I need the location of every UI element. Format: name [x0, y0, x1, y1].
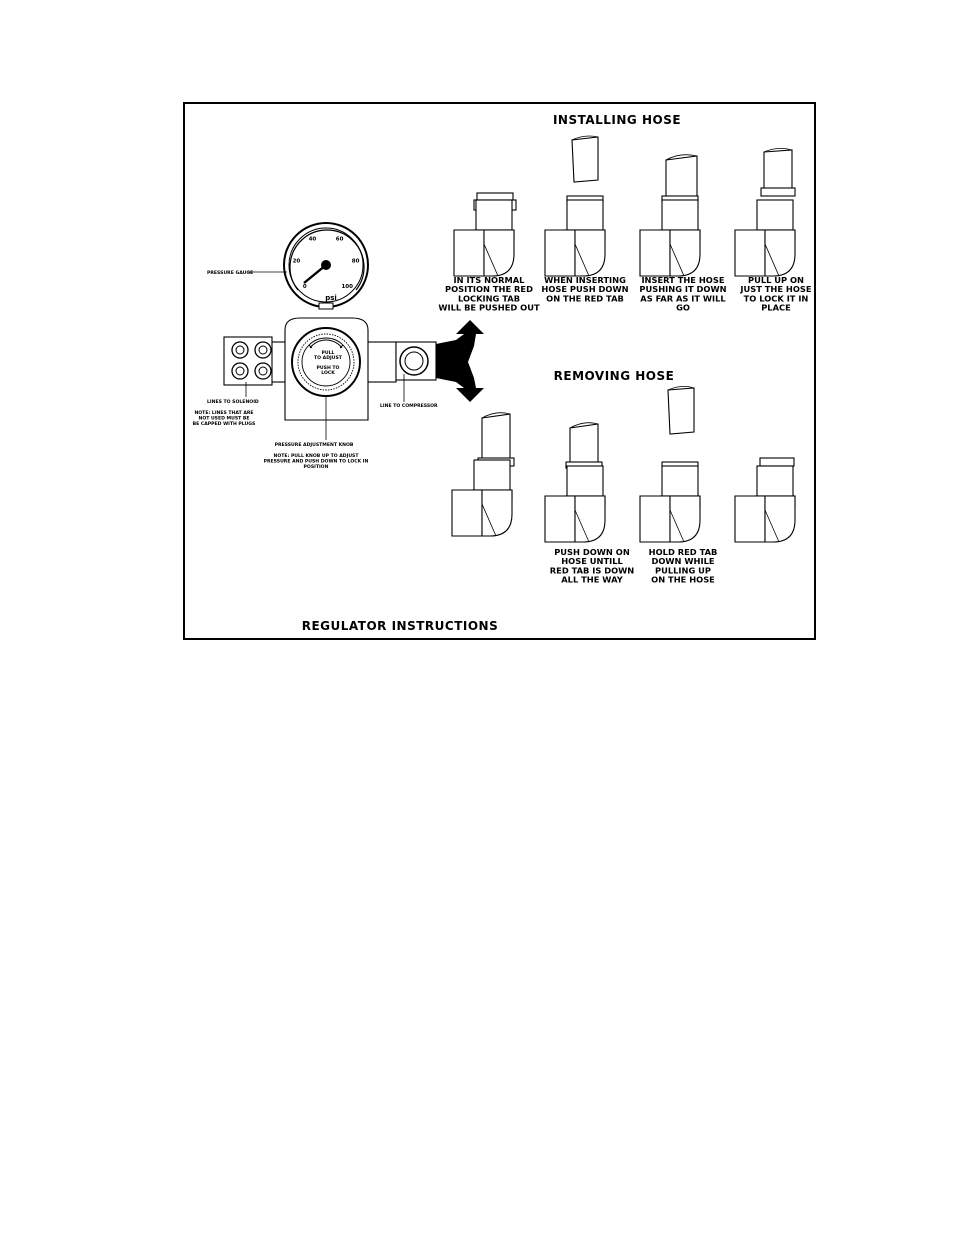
- remove-step-2-line: RED TAB IS DOWN: [549, 565, 635, 576]
- gauge-tick-label: 60: [335, 236, 344, 243]
- remove-fitting-4: [735, 458, 795, 542]
- install-step-3-line: PUSHING IT DOWN: [639, 284, 727, 295]
- compressor-port: [396, 342, 436, 380]
- knob-adjust-text: TO ADJUST: [314, 356, 342, 361]
- remove-step-2-line: HOSE UNTILL: [561, 556, 623, 567]
- gauge-tick-label: 100: [341, 284, 353, 291]
- gauge-tick-label: 40: [308, 236, 317, 243]
- knob-note-line: POSITION: [303, 465, 329, 470]
- lines-to-solenoid-label: LINES TO SOLENOID: [207, 400, 259, 405]
- install-step-4-line: PULL UP ON: [748, 275, 804, 285]
- lines-note-line: NOTE: LINES THAT ARE: [194, 411, 254, 416]
- install-step-4-line: JUST THE HOSE: [740, 284, 812, 295]
- gauge-tick-label: 20: [292, 258, 301, 265]
- gauge-tick-label: 0: [302, 284, 307, 291]
- installing-hose-heading: INSTALLING HOSE: [552, 113, 682, 127]
- install-step-captions: [438, 275, 812, 313]
- install-step-3-line: INSERT THE HOSE: [641, 275, 725, 285]
- knob-push-text: PUSH TO: [316, 366, 340, 371]
- install-step-1-line: IN ITS NORMAL: [453, 275, 525, 285]
- gauge-tick-label: 80: [351, 258, 360, 265]
- lines-note-line: BE CAPPED WITH PLUGS: [192, 422, 256, 427]
- install-fitting-2: [545, 136, 605, 276]
- regulator-instructions-title: REGULATOR INSTRUCTIONS: [301, 619, 499, 633]
- install-step-4-line: TO LOCK IT IN: [743, 293, 809, 304]
- install-step-2-line: ON THE RED TAB: [546, 293, 624, 304]
- install-step-4-line: PLACE: [761, 302, 791, 313]
- install-step-1-line: POSITION THE RED: [445, 284, 533, 295]
- remove-fitting-2: [545, 423, 605, 542]
- install-step-2-line: WHEN INSERTING: [544, 275, 626, 285]
- pressure-gauge-label: PRESSURE GAUGE: [207, 271, 254, 276]
- remove-step-2-line: ALL THE WAY: [561, 574, 623, 585]
- remove-fitting-3: [640, 386, 700, 542]
- install-step-3-line: GO: [676, 302, 690, 313]
- pressure-adjustment-knob-label: PRESSURE ADJUSTMENT KNOB: [274, 443, 354, 448]
- knob-note: [264, 453, 369, 470]
- remove-step-3-line: ON THE HOSE: [651, 574, 715, 585]
- install-fitting-4: [735, 148, 795, 276]
- remove-step-captions: [550, 547, 718, 585]
- install-fitting-3: [640, 155, 700, 276]
- lines-note-line: NOT USED MUST BE: [198, 416, 250, 422]
- knob-note-line: PRESSURE AND PUSH DOWN TO LOCK IN: [263, 459, 369, 465]
- remove-fitting-1: [452, 413, 514, 536]
- install-fitting-1: [454, 193, 516, 276]
- line-to-compressor-label: LINE TO COMPRESSOR: [380, 404, 438, 409]
- install-step-3-line: AS FAR AS IT WILL: [640, 293, 726, 304]
- solenoid-ports: [224, 337, 272, 385]
- hose-piece: [572, 137, 598, 182]
- knob-note-line: NOTE: PULL KNOB UP TO ADJUST: [273, 454, 359, 459]
- knob-pull-text: PULL: [321, 351, 335, 356]
- direction-arrow: [436, 320, 484, 402]
- knob-lock-text: LOCK: [321, 371, 335, 376]
- remove-step-3-line: DOWN WHILE: [651, 556, 715, 567]
- lines-note: [193, 410, 256, 427]
- gauge-unit: psi: [325, 294, 337, 302]
- install-step-1-line: LOCKING TAB: [457, 293, 521, 304]
- remove-step-3-line: PULLING UP: [655, 565, 711, 576]
- install-step-2-line: HOSE PUSH DOWN: [541, 284, 629, 295]
- removing-hose-heading: REMOVING HOSE: [553, 369, 675, 383]
- remove-step-2-line: PUSH DOWN ON: [554, 547, 630, 557]
- install-step-1-line: WILL BE PUSHED OUT: [438, 302, 540, 313]
- remove-step-3-line: HOLD RED TAB: [648, 547, 718, 557]
